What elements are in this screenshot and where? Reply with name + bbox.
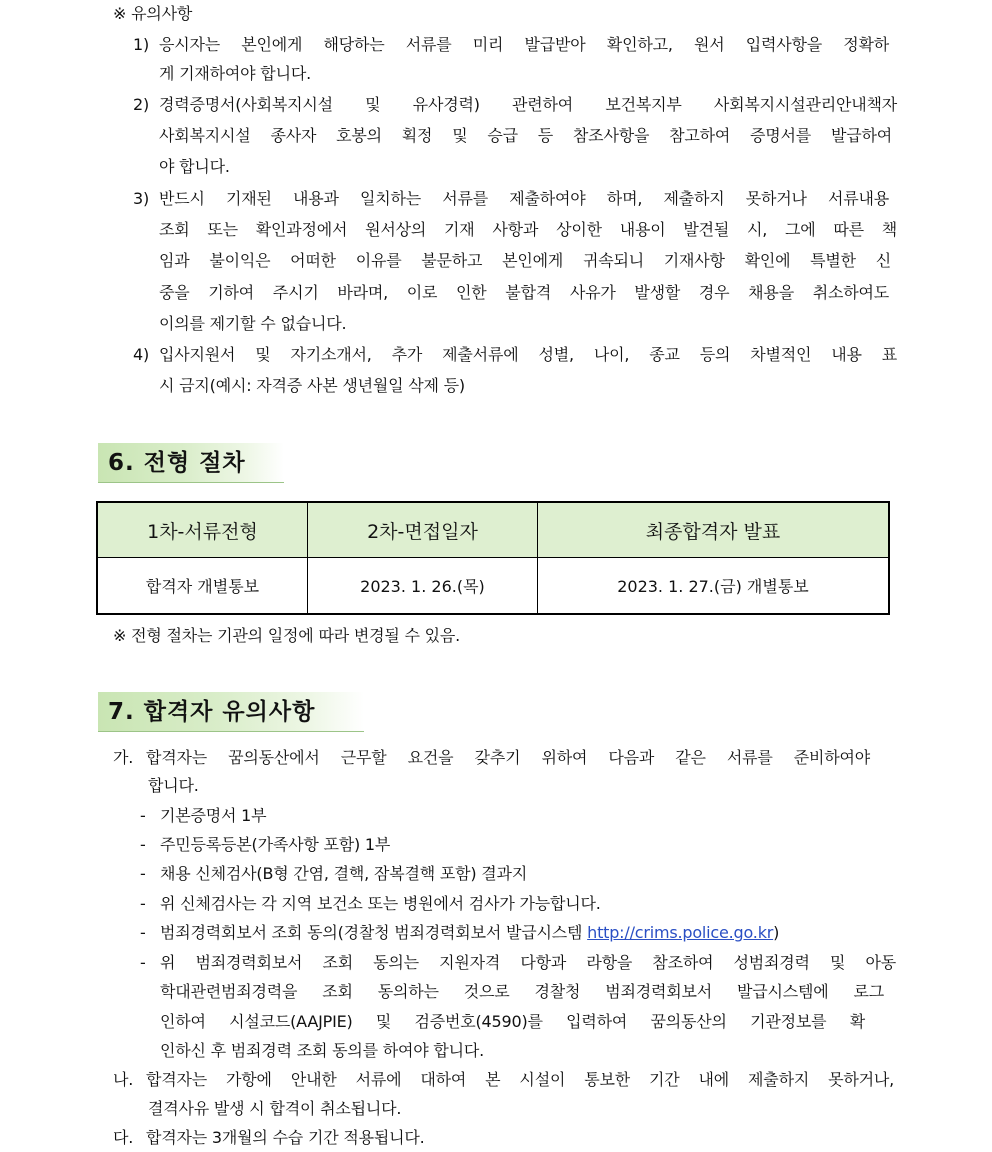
dash: - (140, 923, 146, 942)
item-ga-line-2: 합니다. (148, 776, 199, 795)
note-3-line-5: 이의를 제기할 수 없습니다. (159, 314, 347, 333)
item-ga-line-1: 합격자는 꿈의동산에서 근무할 요건을 갖추기 위하여 다음과 같은 서류를 준비하여야 (146, 748, 870, 767)
crims-link[interactable]: http://crims.police.go.kr (587, 923, 774, 942)
item-ga-marker: 가. (113, 748, 134, 767)
dash: - (140, 864, 146, 883)
note-1-line-1: 응시자는 본인에게 해당하는 서류를 미리 발급받아 확인하고, 원서 입력사항을 정확하 (159, 35, 889, 54)
item-na-marker: 나. (113, 1070, 134, 1089)
note-3-line-1: 반드시 기재된 내용과 일치하는 서류를 제출하여야 하며, 제출하지 못하거나 서류내용 (159, 189, 889, 208)
dash: - (140, 806, 146, 825)
note-4-line-2: 시 금지(예시: 자격증 사본 생년월일 삭제 등) (159, 376, 465, 395)
cell-final-announcement: 2023. 1. 27.(금) 개별통보 (537, 558, 889, 615)
note-3-line-3: 임과 불이익은 어떠한 이유를 불문하고 본인에게 귀속되니 기재사항 확인에 특별한 신 (159, 251, 891, 270)
note-2-line-3: 야 합니다. (159, 157, 230, 176)
cell-interview-date: 2023. 1. 26.(목) (307, 558, 537, 615)
doc-item-4: 위 신체검사는 각 지역 보건소 또는 병원에서 검사가 가능합니다. (160, 894, 601, 913)
header-document-screening: 1차-서류전형 (97, 502, 307, 558)
note-2-number: 2) (133, 95, 150, 114)
note-1-line-2: 게 기재하여야 합니다. (159, 64, 311, 83)
crime-detail-line-1: 위 범죄경력회보서 조회 동의는 지원자격 다항과 라항을 참조하여 성범죄경력 및 아동 (160, 953, 896, 972)
note-3-line-2: 조회 또는 확인과정에서 원서상의 기재 사항과 상이한 내용이 발견될 시, 그에 따른 책 (159, 220, 897, 239)
item-da-marker: 다. (113, 1128, 134, 1147)
note-4-number: 4) (133, 345, 150, 364)
crime-record-item (160, 923, 779, 943)
note-2-line-1: 경력증명서(사회복지시설 및 유사경력) 관련하여 보건복지부 사회복지시설관리안내책자 (159, 95, 897, 114)
note-3-number: 3) (133, 189, 150, 208)
section-6-heading: 6. 전형 절차 (98, 443, 284, 483)
dash: - (140, 835, 146, 854)
doc-item-1: 기본증명서 1부 (160, 806, 267, 825)
doc-item-2: 주민등록등본(가족사항 포함) 1부 (160, 835, 391, 854)
selection-process-table (96, 501, 890, 615)
crime-detail-line-2: 학대관련범죄경력을 조회 동의하는 것으로 경찰청 범죄경력회보서 발급시스템에 로그 (160, 982, 884, 1001)
crime-detail-line-4: 인하신 후 범죄경력 조회 동의를 하여야 합니다. (160, 1041, 485, 1060)
note-2-line-2: 사회복지시설 종사자 호봉의 획정 및 승급 등 참조사항을 참고하여 증명서를 발급하여 (159, 126, 892, 145)
notes-title: ※ 유의사항 (113, 4, 193, 23)
crime-record-text: 범죄경력회보서 조회 동의(경찰청 범죄경력회보서 발급시스템 (160, 923, 588, 942)
doc-item-3: 채용 신체검사(B형 간염, 결핵, 잠복결핵 포함) 결과지 (160, 864, 528, 883)
table-header-row (97, 502, 889, 558)
section-6-note: ※ 전형 절차는 기관의 일정에 따라 변경될 수 있음. (113, 626, 461, 645)
header-final-announcement: 최종합격자 발표 (537, 502, 889, 558)
note-3-line-4: 중을 기하여 주시기 바라며, 이로 인한 불합격 사유가 발생할 경우 채용을 취소하여도 (159, 283, 889, 302)
crime-detail-line-3: 인하여 시설코드(AAJPIE) 및 검증번호(4590)를 입력하여 꿈의동산의 기관정보를 확 (160, 1012, 865, 1031)
note-4-line-1: 입사지원서 및 자기소개서, 추가 제출서류에 성별, 나이, 종교 등의 차별적인 내용 표 (159, 345, 897, 364)
table-row (97, 558, 889, 615)
header-interview-date: 2차-면접일자 (307, 502, 537, 558)
dash: - (140, 953, 146, 972)
cell-document-result: 합격자 개별통보 (97, 558, 307, 615)
crime-record-close: ) (773, 923, 780, 942)
section-7-heading: 7. 합격자 유의사항 (98, 692, 364, 732)
item-na-line-2: 결격사유 발생 시 합격이 취소됩니다. (148, 1099, 402, 1118)
note-1-number: 1) (133, 35, 150, 54)
item-na-line-1: 합격자는 가항에 안내한 서류에 대하여 본 시설이 통보한 기간 내에 제출하지 못하거나, (146, 1070, 894, 1089)
item-da-line: 합격자는 3개월의 수습 기간 적용됩니다. (146, 1128, 425, 1147)
dash: - (140, 894, 146, 913)
